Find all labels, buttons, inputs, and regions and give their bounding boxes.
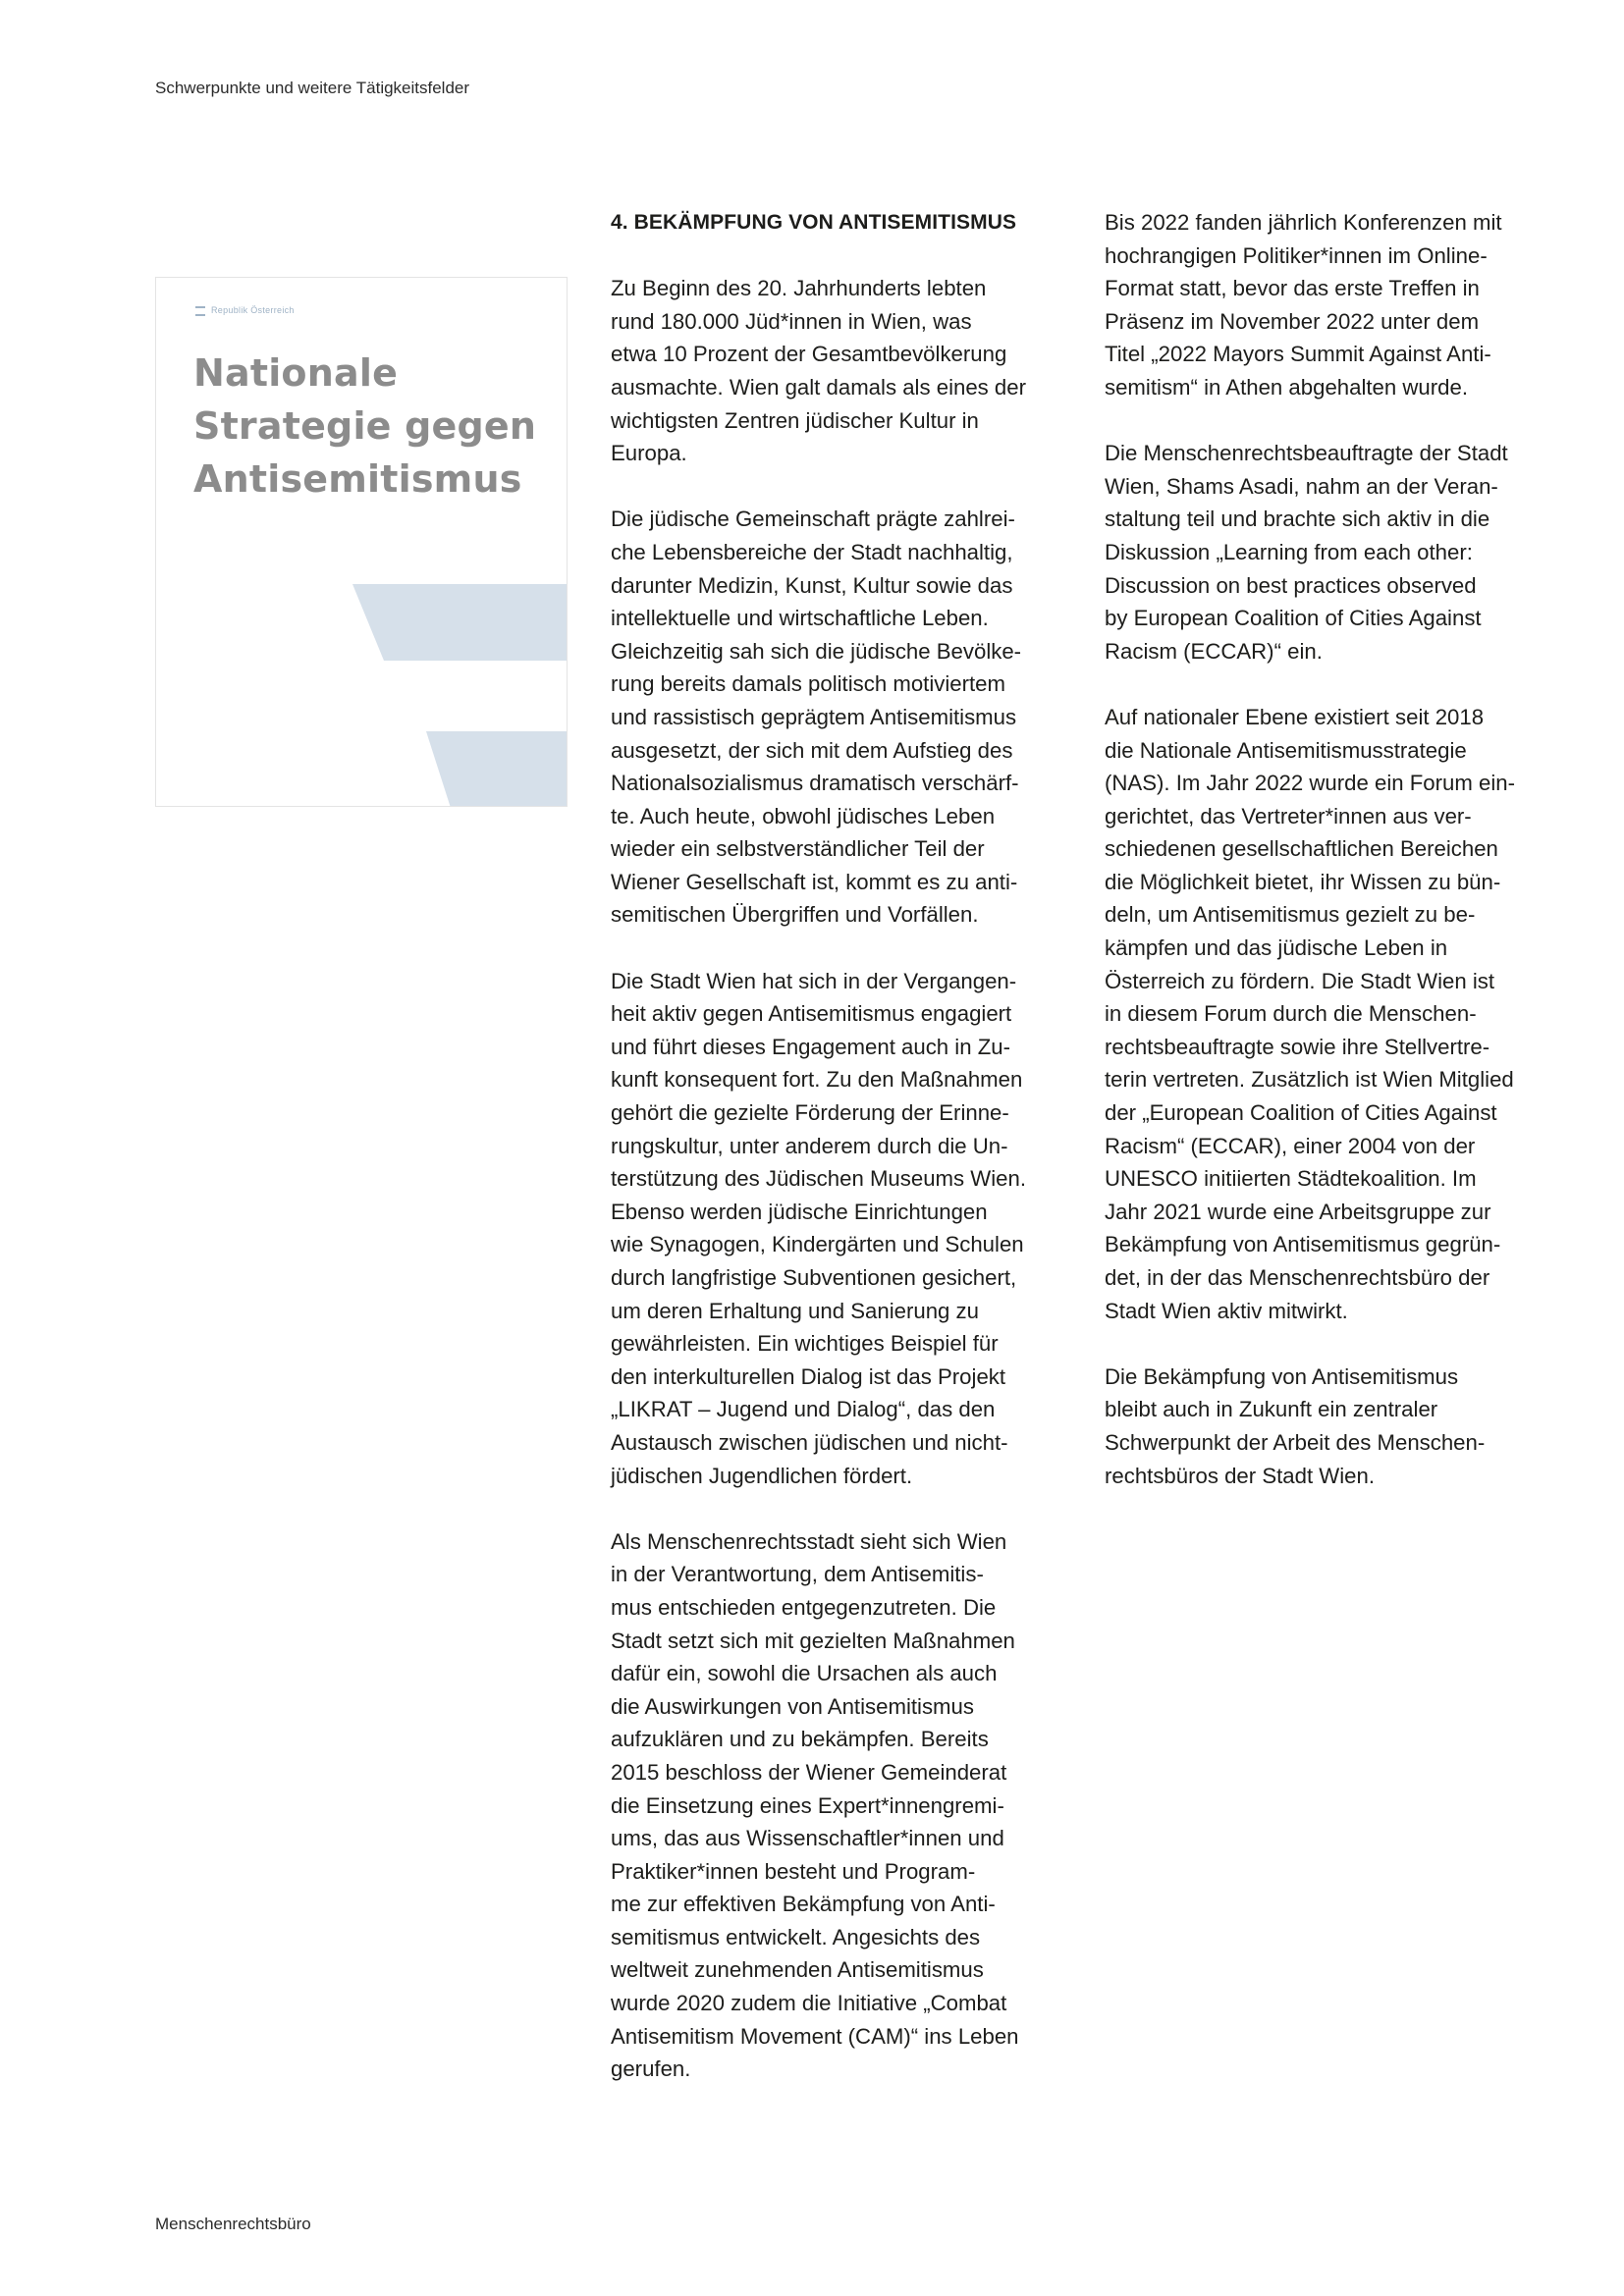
paragraph-line: wie Synagogen, Kindergärten und Schulen xyxy=(611,1232,1024,1257)
paragraph-line: Die Menschenrechtsbeauftragte der Stadt xyxy=(1105,441,1508,466)
paragraph-line: Bis 2022 fanden jährlich Konferenzen mit xyxy=(1105,210,1502,235)
cover-title-line: Antisemitismus xyxy=(193,457,522,501)
paragraph-line: Bekämpfung von Antisemitismus gegrün- xyxy=(1105,1232,1501,1257)
paragraph-line: te. Auch heute, obwohl jüdisches Leben xyxy=(611,803,996,828)
paragraph-line: und rassistisch geprägtem Antisemitismus xyxy=(611,704,1017,729)
paragraph-line: rechtsbüros der Stadt Wien. xyxy=(1105,1463,1376,1488)
paragraph-line: weltweit zunehmenden Antisemitismus xyxy=(611,1957,984,1983)
paragraph-line: (NAS). Im Jahr 2022 wurde ein Forum ein- xyxy=(1105,771,1516,796)
paragraph-line: terstützung des Jüdischen Museums Wien. xyxy=(611,1166,1026,1192)
paragraph-line: um deren Erhaltung und Sanierung zu xyxy=(611,1298,979,1323)
paragraph-line: ums, das aus Wissenschaftler*innen und xyxy=(611,1826,1004,1851)
paragraph-line: staltung teil und brachte sich aktiv in die xyxy=(1105,507,1490,532)
paragraph-line: Europa. xyxy=(611,441,687,466)
paragraph xyxy=(611,272,1072,470)
paragraph xyxy=(1105,206,1566,404)
paragraph-line: Die Stadt Wien hat sich in der Vergangen- xyxy=(611,968,1017,993)
paragraph-line: rund 180.000 Jüd*innen in Wien, was xyxy=(611,308,972,334)
paragraph-line: UNESCO initiierten Städtekoalition. Im xyxy=(1105,1166,1477,1192)
cover-title-line: Strategie gegen xyxy=(193,404,537,448)
paragraph xyxy=(611,503,1072,932)
paragraph-line: Format statt, bevor das erste Treffen in xyxy=(1105,276,1480,301)
paragraph-line: wichtigsten Zentren jüdischer Kultur in xyxy=(611,407,979,433)
paragraph xyxy=(611,1525,1072,2086)
paragraph-line: Praktiker*innen besteht und Program- xyxy=(611,1858,976,1884)
paragraph-line: Racism (ECCAR)“ ein. xyxy=(1105,638,1323,664)
paragraph-line: Wiener Gesellschaft ist, kommt es zu anti- xyxy=(611,869,1018,894)
paragraph-line: wurde 2020 zudem die Initiative „Combat xyxy=(611,1991,1007,2016)
paragraph-line: Die jüdische Gemeinschaft prägte zahlrei- xyxy=(611,507,1015,532)
paragraph-line: semitism“ in Athen abgehalten wurde. xyxy=(1105,374,1468,400)
paragraph xyxy=(1105,437,1566,667)
paragraph-line: gehört die gezielte Förderung der Erinne- xyxy=(611,1100,1009,1126)
paragraph-line: dafür ein, sowohl die Ursachen als auch xyxy=(611,1661,998,1686)
paragraph-line: semitismus entwickelt. Angesichts des xyxy=(611,1924,981,1949)
paragraph-line: den interkulturellen Dialog ist das Projekt xyxy=(611,1363,1006,1389)
paragraph-line: die Einsetzung eines Expert*innengremi- xyxy=(611,1792,1004,1818)
paragraph-line: Österreich zu fördern. Die Stadt Wien ist xyxy=(1105,968,1495,993)
paragraph-line: Die Bekämpfung von Antisemitismus xyxy=(1105,1363,1459,1389)
paragraph-line: die Möglichkeit bietet, ihr Wissen zu bün- xyxy=(1105,869,1501,894)
paragraph-line: det, in der das Menschenrechtsbüro der xyxy=(1105,1265,1490,1290)
paragraph-line: Ebenso werden jüdische Einrichtungen xyxy=(611,1199,988,1224)
coat-of-arms-icon xyxy=(195,306,205,316)
paragraph-line: Stadt setzt sich mit gezielten Maßnahmen xyxy=(611,1628,1015,1653)
paragraph-line: rechtsbeauftragte sowie ihre Stellvertre- xyxy=(1105,1034,1490,1059)
paragraph-line: und führt dieses Engagement auch in Zu- xyxy=(611,1034,1011,1059)
paragraph-line: rungskultur, unter anderem durch die Un- xyxy=(611,1133,1008,1158)
paragraph-line: durch langfristige Subventionen gesichert, xyxy=(611,1265,1017,1290)
cover-accent-band-upper xyxy=(352,584,568,661)
paragraph-line: etwa 10 Prozent der Gesamtbevölkerung xyxy=(611,342,1007,367)
paragraph-line: rung bereits damals politisch motiviertem xyxy=(611,671,1005,697)
paragraph-line: Diskussion „Learning from each other: xyxy=(1105,539,1473,564)
cover-logo xyxy=(195,305,295,316)
paragraph-line: che Lebensbereiche der Stadt nachhaltig, xyxy=(611,539,1013,564)
paragraph-line: darunter Medizin, Kunst, Kultur sowie das xyxy=(611,572,1013,598)
paragraph-line: heit aktiv gegen Antisemitismus engagiert xyxy=(611,1001,1012,1027)
paragraph-line: aufzuklären und zu bekämpfen. Bereits xyxy=(611,1727,989,1752)
paragraph xyxy=(1105,701,1566,1327)
paragraph-line: gerufen. xyxy=(611,2056,691,2082)
text-column-middle xyxy=(611,206,1072,2118)
paragraph-line: terin vertreten. Zusätzlich ist Wien Mitglied xyxy=(1105,1067,1514,1093)
paragraph-line: semitischen Übergriffen und Vorfällen. xyxy=(611,902,979,928)
paragraph-line: Gleichzeitig sah sich die jüdische Bevölke- xyxy=(611,638,1022,664)
paragraph-line: jüdischen Jugendlichen fördert. xyxy=(611,1463,913,1488)
paragraph-line: Stadt Wien aktiv mitwirkt. xyxy=(1105,1298,1348,1323)
paragraph-line: schiedenen gesellschaftlichen Bereichen xyxy=(1105,836,1498,862)
paragraph-line: wieder ein selbstverständlicher Teil der xyxy=(611,836,985,862)
paragraph-line: in der Verantwortung, dem Antisemitis- xyxy=(611,1562,984,1587)
paragraph-line: deln, um Antisemitismus gezielt zu be- xyxy=(1105,902,1476,928)
paragraph-line: Schwerpunkt der Arbeit des Menschen- xyxy=(1105,1429,1486,1455)
paragraph-line: gerichtet, das Vertreter*innen aus ver- xyxy=(1105,803,1472,828)
paragraph-line: Jahr 2021 wurde eine Arbeitsgruppe zur xyxy=(1105,1199,1491,1224)
paragraph-line: Zu Beginn des 20. Jahrhunderts lebten xyxy=(611,276,987,301)
paragraph-line: intellektuelle und wirtschaftliche Leben. xyxy=(611,606,989,631)
running-header: Schwerpunkte und weitere Tätigkeitsfelder xyxy=(155,79,470,97)
paragraph-line: der „European Coalition of Cities Against xyxy=(1105,1100,1497,1126)
paragraph-line: die Auswirkungen von Antisemitismus xyxy=(611,1693,974,1719)
paragraph-line: kämpfen und das jüdische Leben in xyxy=(1105,935,1448,961)
paragraph-line: in diesem Forum durch die Menschen- xyxy=(1105,1001,1477,1027)
paragraph-line: kunft konsequent fort. Zu den Maßnahmen xyxy=(611,1067,1023,1093)
paragraph-line: ausgesetzt, der sich mit dem Aufstieg des xyxy=(611,737,1013,763)
running-footer: Menschenrechtsbüro xyxy=(155,2215,311,2233)
paragraph-line: Racism“ (ECCAR), einer 2004 von der xyxy=(1105,1133,1476,1158)
paragraph-line: me zur effektiven Bekämpfung von Anti- xyxy=(611,1892,996,1917)
paragraph-line: 2015 beschloss der Wiener Gemeinderat xyxy=(611,1759,1007,1785)
paragraph-line: Wien, Shams Asadi, nahm an der Veran- xyxy=(1105,473,1498,499)
paragraph-line: Discussion on best practices observed xyxy=(1105,572,1477,598)
paragraph xyxy=(611,965,1072,1493)
paragraph-line: Titel „2022 Mayors Summit Against Anti- xyxy=(1105,342,1491,367)
paragraph-line: Auf nationaler Ebene existiert seit 2018 xyxy=(1105,704,1485,729)
paragraph-line: Präsenz im November 2022 unter dem xyxy=(1105,308,1480,334)
paragraph-line: mus entschieden entgegenzutreten. Die xyxy=(611,1594,997,1620)
paragraph-line: hochrangigen Politiker*innen im Online- xyxy=(1105,242,1488,268)
paragraph-line: bleibt auch in Zukunft ein zentraler xyxy=(1105,1397,1438,1422)
paragraph-line: ausmachte. Wien galt damals als eines der xyxy=(611,374,1027,400)
paragraph-line: Als Menschenrechtsstadt sieht sich Wien xyxy=(611,1528,1007,1554)
paragraph-line: Nationalsozialismus dramatisch verschärf- xyxy=(611,771,1019,796)
text-column-right xyxy=(1105,206,1566,1525)
paragraph-line: die Nationale Antisemitismusstrategie xyxy=(1105,737,1467,763)
paragraph-line: Austausch zwischen jüdischen und nicht- xyxy=(611,1429,1008,1455)
strategy-cover-image xyxy=(155,277,568,807)
cover-logo-text: Republik Österreich xyxy=(211,305,295,315)
section-heading: 4. BEKÄMPFUNG VON ANTISEMITISMUS xyxy=(611,211,1017,234)
cover-title-line: Nationale xyxy=(193,351,399,395)
paragraph-line: Antisemitism Movement (CAM)“ ins Leben xyxy=(611,2023,1019,2049)
paragraph-line: „LIKRAT – Jugend und Dialog“, das den xyxy=(611,1397,996,1422)
paragraph-line: gewährleisten. Ein wichtiges Beispiel für xyxy=(611,1331,999,1357)
cover-title xyxy=(193,347,547,506)
paragraph xyxy=(1105,1361,1566,1492)
cover-accent-band-lower xyxy=(426,731,568,807)
paragraph-line: by European Coalition of Cities Against xyxy=(1105,606,1482,631)
